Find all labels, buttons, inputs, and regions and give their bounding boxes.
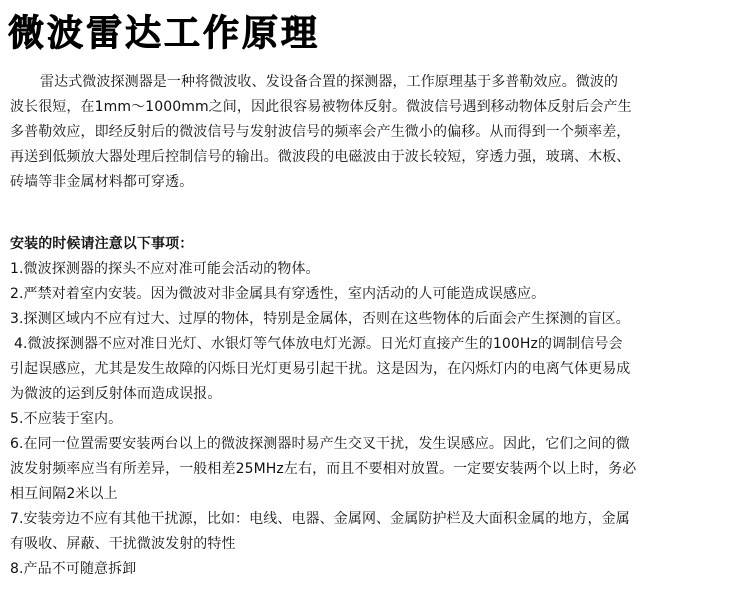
paragraph-spacer — [10, 195, 744, 232]
note-line: 波发射频率应当有所差异，一般相差25MHz左右，而且不要相对放置。一定要安装两个以上时，务必 — [10, 461, 637, 477]
note-line: 有吸收、屏蔽、干扰微波发射的特性 — [10, 536, 236, 552]
note-line: 相互间隔2米以上 — [10, 486, 118, 502]
note-line: 6.在同一位置需要安装两台以上的微波探测器时易产生交叉干扰，发生误感应。因此，它们之间的微 — [10, 436, 630, 452]
intro-line: 雷达式微波探测器是一种将微波收、发设备合置的探测器，工作原理基于多普勒效应。微波的 — [40, 74, 619, 90]
note-line: 引起误感应，尤其是发生故障的闪烁日光灯更易引起干扰。这是因为，在闪烁灯内的电离气体更易成 — [10, 361, 631, 377]
note-line: 8.产品不可随意拆卸 — [10, 561, 137, 577]
note-line: 3.探测区域内不应有过大、过厚的物体，特别是金属体，否则在这些物体的后面会产生探测的盲区。 — [10, 311, 630, 327]
note-line: 5.不应装于室内。 — [10, 411, 123, 427]
note-line: 7.安装旁边不应有其他干扰源，比如：电线、电器、金属网、金属防护栏及大面积金属的地方，金属 — [10, 511, 630, 527]
notes-list — [10, 257, 744, 582]
note-line: 2.严禁对着室内安装。因为微波对非金属具有穿透性，室内活动的人可能造成误感应。 — [10, 286, 546, 302]
note-line: 1.微波探测器的探头不应对准可能会活动的物体。 — [10, 261, 320, 277]
notes-heading: 安装的时候请注意以下事项： — [10, 236, 194, 252]
page-title: 微波雷达工作原理 — [8, 13, 321, 54]
intro-line: 再送到低频放大器处理后控制信号的输出。微波段的电磁波由于波长较短，穿透力强，玻璃、木板、 — [10, 149, 631, 165]
intro-paragraph — [10, 70, 744, 195]
intro-line: 波长很短，在1mm～1000mm之间，因此很容易被物体反射。微波信号遇到移动物体反射后会产生 — [10, 99, 632, 115]
document-body — [10, 70, 744, 582]
note-line: 4.微波探测器不应对准日光灯、水银灯等气体放电灯光源。日光灯直接产生的100Hz的调制信号会 — [14, 336, 623, 352]
intro-line: 砖墙等非金属材料都可穿透。 — [10, 174, 194, 190]
note-line: 为微波的运到反射体而造成误报。 — [10, 386, 222, 402]
intro-line: 多普勒效应，即经反射后的微波信号与发射波信号的频率会产生微小的偏移。从而得到一个频率差， — [10, 124, 631, 140]
